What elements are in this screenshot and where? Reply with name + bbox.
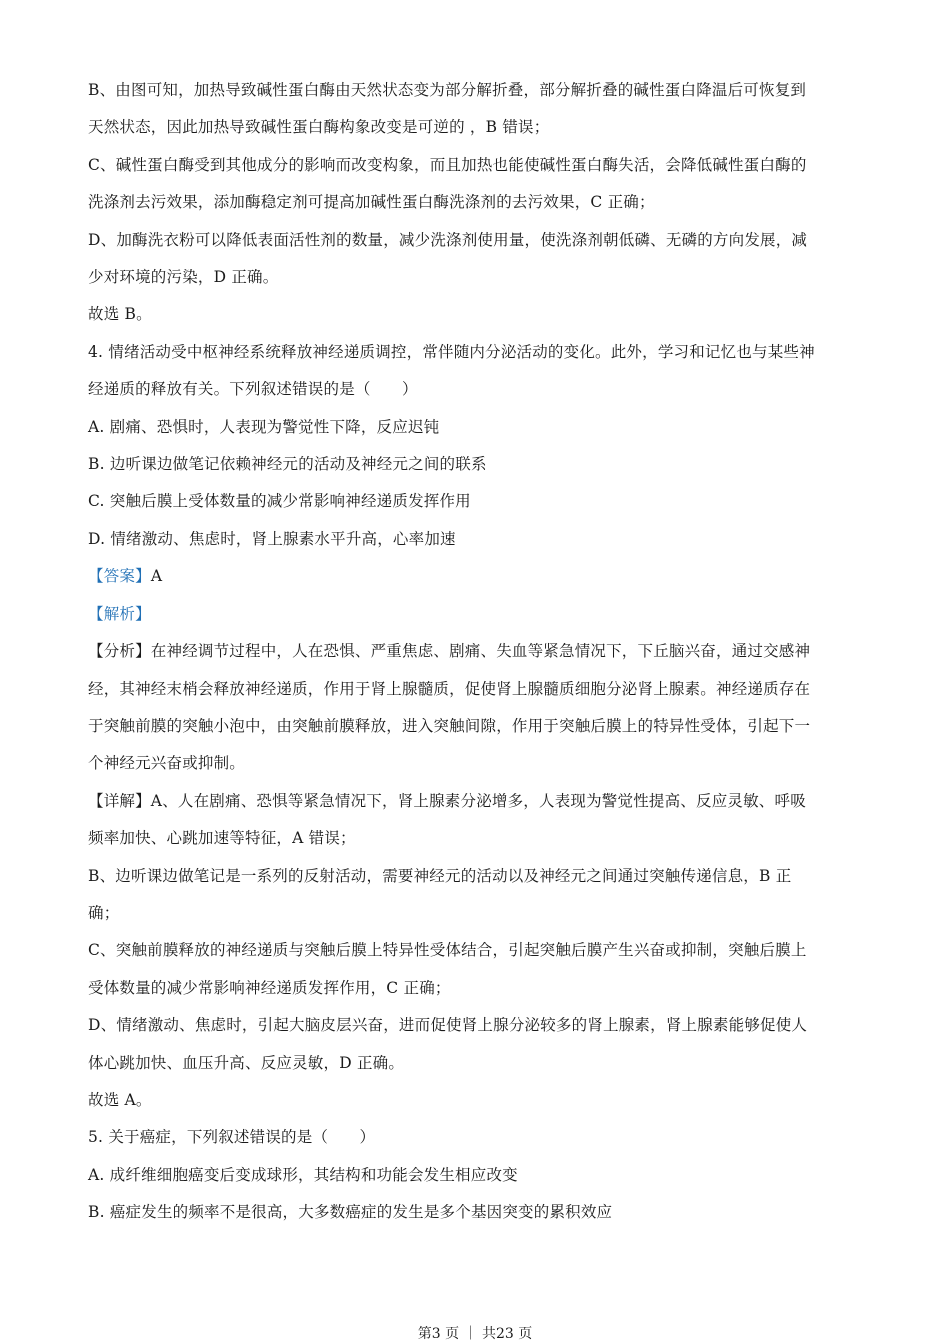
option-a: A. 成纤维细胞癌变后变成球形，其结构和功能会发生相应改变 xyxy=(88,1165,518,1184)
option-a: A. 剧痛、恐惧时，人表现为警觉性下降，反应迟钝 xyxy=(88,417,440,436)
text-line: C、碱性蛋白酶受到其他成分的影响而改变构象，而且加热也能使碱性蛋白酶失活，会降低碱性蛋白酶的 xyxy=(88,155,807,174)
analysis-line: 受体数量的减少常影响神经递质发挥作用，C 正确； xyxy=(88,978,451,997)
analysis-line: 于突触前膜的突触小泡中，由突触前膜释放，进入突触间隙，作用于突触后膜上的特异性受体，引起下一 xyxy=(88,716,811,735)
option-d: D. 情绪激动、焦虑时，肾上腺素水平升高，心率加速 xyxy=(88,529,456,548)
text-line: 故选 B。 xyxy=(88,305,152,324)
analysis-line: 经，其神经末梢会释放神经递质，作用于肾上腺髓质，促使肾上腺髓质细胞分泌肾上腺素。神经递质存在 xyxy=(88,679,811,698)
option-b: B. 癌症发生的频率不是很高，大多数癌症的发生是多个基因突变的累积效应 xyxy=(88,1203,613,1222)
analysis-line: C、突触前膜释放的神经递质与突触后膜上特异性受体结合，引起突触后膜产生兴奋或抑制，突触后膜上 xyxy=(88,941,807,960)
text-line: 洗涤剂去污效果，添加酶稳定剂可提高加碱性蛋白酶洗涤剂的去污效果，C 正确； xyxy=(88,193,655,212)
answer-value: A xyxy=(150,567,163,586)
text-line: B、由图可知，加热导致碱性蛋白酶由天然状态变为部分解折叠，部分解折叠的碱性蛋白降温后可恢复到 xyxy=(88,81,807,99)
analysis-line: D、情绪激动、焦虑时，引起大脑皮层兴奋，进而促使肾上腺分泌较多的肾上腺素，肾上腺素能够促使人 xyxy=(88,1016,808,1035)
answer-line xyxy=(88,558,863,595)
analysis-tag: 【解析】 xyxy=(88,604,151,623)
text-line: D、加酶洗衣粉可以降低表面活性剂的数量，减少洗涤剂使用量，使洗涤剂朝低磷、无磷的方向发展，减 xyxy=(88,230,808,249)
question-4-stem: 4. 情绪活动受中枢神经系统释放神经递质调控，常伴随内分泌活动的变化。此外，学习和记忆也与某些神 xyxy=(88,342,815,361)
page-footer: 第3 页 ｜ 共23 页 xyxy=(417,1326,533,1342)
analysis-line: 体心跳加快、血压升高、反应灵敏，D 正确。 xyxy=(88,1053,405,1072)
analysis-line: 【详解】A、人在剧痛、恐惧等紧急情况下，肾上腺素分泌增多，人表现为警觉性提高、反应灵敏、呼吸 xyxy=(88,791,806,810)
answer-tag: 【答案】 xyxy=(88,567,151,586)
analysis-line: 确； xyxy=(88,903,120,922)
document-body xyxy=(88,72,863,1232)
question-5-stem: 5. 关于癌症，下列叙述错误的是（ ） xyxy=(88,1128,376,1147)
analysis-line: 故选 A。 xyxy=(88,1090,152,1109)
option-c: C. 突触后膜上受体数量的减少常影响神经递质发挥作用 xyxy=(88,492,471,511)
analysis-line: 频率加快、心跳加速等特征，A 错误； xyxy=(88,829,356,848)
text-line: 天然状态，因此加热导致碱性蛋白酶构象改变是可逆的 ，B 错误； xyxy=(88,118,550,137)
analysis-line: 个神经元兴奋或抑制。 xyxy=(88,754,246,773)
text-line: 少对环境的污染，D 正确。 xyxy=(88,268,279,287)
question-4-stem-cont: 经递质的释放有关。下列叙述错误的是（ ） xyxy=(88,380,418,399)
analysis-line: B、边听课边做笔记是一系列的反射活动，需要神经元的活动以及神经元之间通过突触传递信息，B 正 xyxy=(88,866,792,885)
option-b: B. 边听课边做笔记依赖神经元的活动及神经元之间的联系 xyxy=(88,455,487,474)
analysis-line: 【分析】在神经调节过程中，人在恐惧、严重焦虑、剧痛、失血等紧急情况下，下丘脑兴奋，通过交感神 xyxy=(88,642,811,661)
